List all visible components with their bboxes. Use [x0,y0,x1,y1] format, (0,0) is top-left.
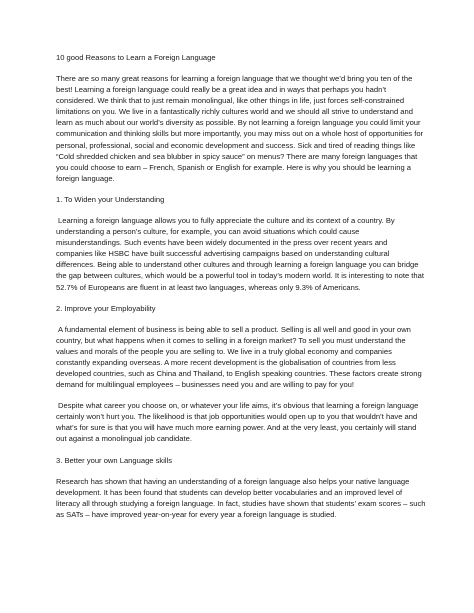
document-body [56,52,426,530]
section-heading-employability: 2. Improve your Employability [56,303,156,313]
section-heading-language-skills: 3. Better your own Language skills [56,455,173,465]
section-paragraph-employability-2: Despite what career you choose on, or whatever your life aims, it’s obvious that learning a foreign language certainly won’t hurt you. The likelihood is that job opportunities would open up to you that wouldn’t have and what’s for sure is that you will have much more earning power. And at the very least, you certainly will stand out against a monolingual job candidate. [56,401,419,444]
document-title: 10 good Reasons to Learn a Foreign Language [56,53,216,62]
section-paragraph-understanding: Learning a foreign language allows you to fully appreciate the culture and its context of a country. By understanding a person’s culture, for example, you can avoid situations which could cause misunderstandings. Such events have been widely documented in the press over recent years and companies like HSBC have built successful advertising campaigns based on understanding cultural differences. Being able to understand other cultures and through learning a foreign language you can bridge the gap between cultures, which would be a powerful tool in today’s modern world. It is interesting to note that 52.7% of Europeans are fluent in at least two languages, whereas only 9.3% of Americans. [56,215,424,292]
section-paragraph-employability-1: A fundamental element of business is being able to sell a product. Selling is all well and good in your own country, but what happens when it comes to selling in a foreign market? To sell you must understand the values and morals of the people you are selling to. We live in a truly global economy and companies constantly expanding overseas. A more recent development is the globalisation of countries from less developed countries, such as China and Thailand, to English speaking countries. These factors create strong demand for multilingual employees – businesses need you and are willing to pay for you! [56,324,422,390]
section-paragraph-language-skills: Research has shown that having an understanding of a foreign language also helps your native language development. It has been found that students can develop better vocabularies and an improved level of literacy all through studying a foreign language. In fact, studies have shown that students’ exam scores – such as SATs – have improved year-on-year for every year a foreign language is studied. [56,476,426,519]
intro-paragraph: There are so many great reasons for learning a foreign language that we thought we’d bring you ten of the best! Learning a foreign language could really be a great idea and in ways that perhaps you hadn’t considered. We think that to just remain monolingual, like other things in life, just forces self-constrained limitations on you. We live in a fantastically richly cultures world and we should all strive to understand and learn as much about our world’s diversity as possible. By not learning a foreign language you could limit your communication and thinking skills but more importantly, you may miss out on a whole host of opportunities for personal, professional, social and economic development and success. Sick and tired of reading things like “Cold shredded chicken and sea blubber in spicy sauce” on menus? There are many foreign languages that you could choose to earn – French, Spanish or English for example. Here is why you should be learning a foreign language. [56,74,424,183]
section-heading-understanding: 1. To Widen your Understanding [56,194,165,204]
